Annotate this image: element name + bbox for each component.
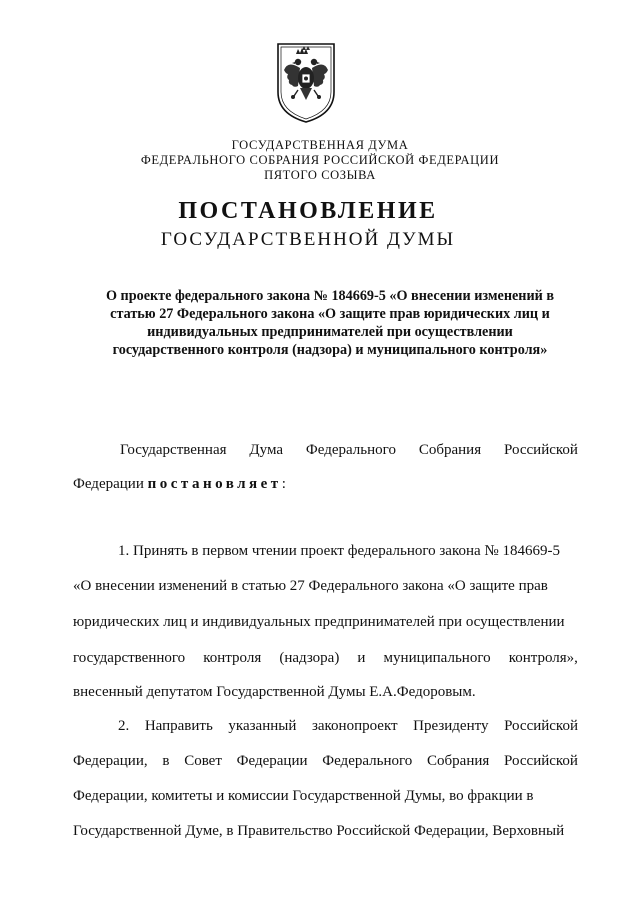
resolution-subject [60,287,600,359]
item2-word: указанный [228,718,297,734]
item1-line: 1. Принять в первом чтении проект федерального закона № 184669-5 [118,543,560,559]
item2-word: Президенту [413,718,489,734]
item2-line: Федерации, комитеты и комиссии Государственной Думы, во фракции в [73,788,534,804]
item1-word: муниципального [383,650,491,666]
item1-word: (надзора) [279,650,340,666]
item2-word: 2. [118,718,130,734]
document-title: ПОСТАНОВЛЕНИЕ [178,198,438,224]
item1-line: внесенный депутатом Государственной Думы Е.А.Федоровым. [73,684,476,700]
subject-line: индивидуальных предпринимателей при осуществлении [147,324,513,340]
item2-word: Российской [504,718,578,734]
item2-line: Государственной Думе, в Правительство Российской Федерации, Верховный [73,823,565,839]
preamble-word: Государственная [120,442,227,458]
preamble-line [73,474,578,494]
item2-word: Российской [504,753,578,769]
document-subtitle: ГОСУДАРСТВЕННОЙ ДУМЫ [160,229,456,250]
item2-word: Совет [184,753,222,769]
subject-line: государственного контроля (надзора) и муниципального контроля» [112,342,548,358]
header-line-convocation: ПЯТОГО СОЗЫВА [264,168,376,182]
preamble-word: Федерального [305,442,396,458]
subject-line: статью 27 Федерального закона «О защите прав юридических лиц и [110,306,550,322]
item1-line: юридических лиц и индивидуальных предпринимателей при осуществлении [73,614,565,630]
preamble-word: Дума [249,442,284,458]
preamble-word: Российской [504,442,578,458]
item2-word: Собрания [427,753,490,769]
decrees-word: постановляет [147,476,282,492]
preamble-word: Собрания [418,442,482,458]
item2-word: в [162,753,170,769]
header-line-assembly: ФЕДЕРАЛЬНОГО СОБРАНИЯ РОССИЙСКОЙ ФЕДЕРАЦИИ [140,153,500,167]
header-line-duma: ГОСУДАРСТВЕННАЯ ДУМА [231,138,409,152]
item2-line [73,751,578,771]
preamble-colon: : [281,476,286,492]
item2-word: законопроект [311,718,398,734]
item1-line: «О внесении изменений в статью 27 Федерального закона «О защите прав [73,578,548,594]
item2-word: Федерации [236,753,308,769]
item1-word: государственного [73,650,186,666]
preamble-text: Федерации [73,476,148,492]
item2-line [118,716,578,736]
item1-word: контроля», [508,650,578,666]
coat-of-arms-emblem [274,40,338,124]
item1-line [73,648,578,668]
item2-word: Направить [144,718,213,734]
subject-line: О проекте федерального закона № 184669-5 «О внесении изменений в [105,288,555,304]
item2-word: Федерального [322,753,413,769]
preamble-line [120,440,578,460]
item2-word: Федерации, [73,753,148,769]
item1-word: и [357,650,366,666]
item1-word: контроля [203,650,262,666]
